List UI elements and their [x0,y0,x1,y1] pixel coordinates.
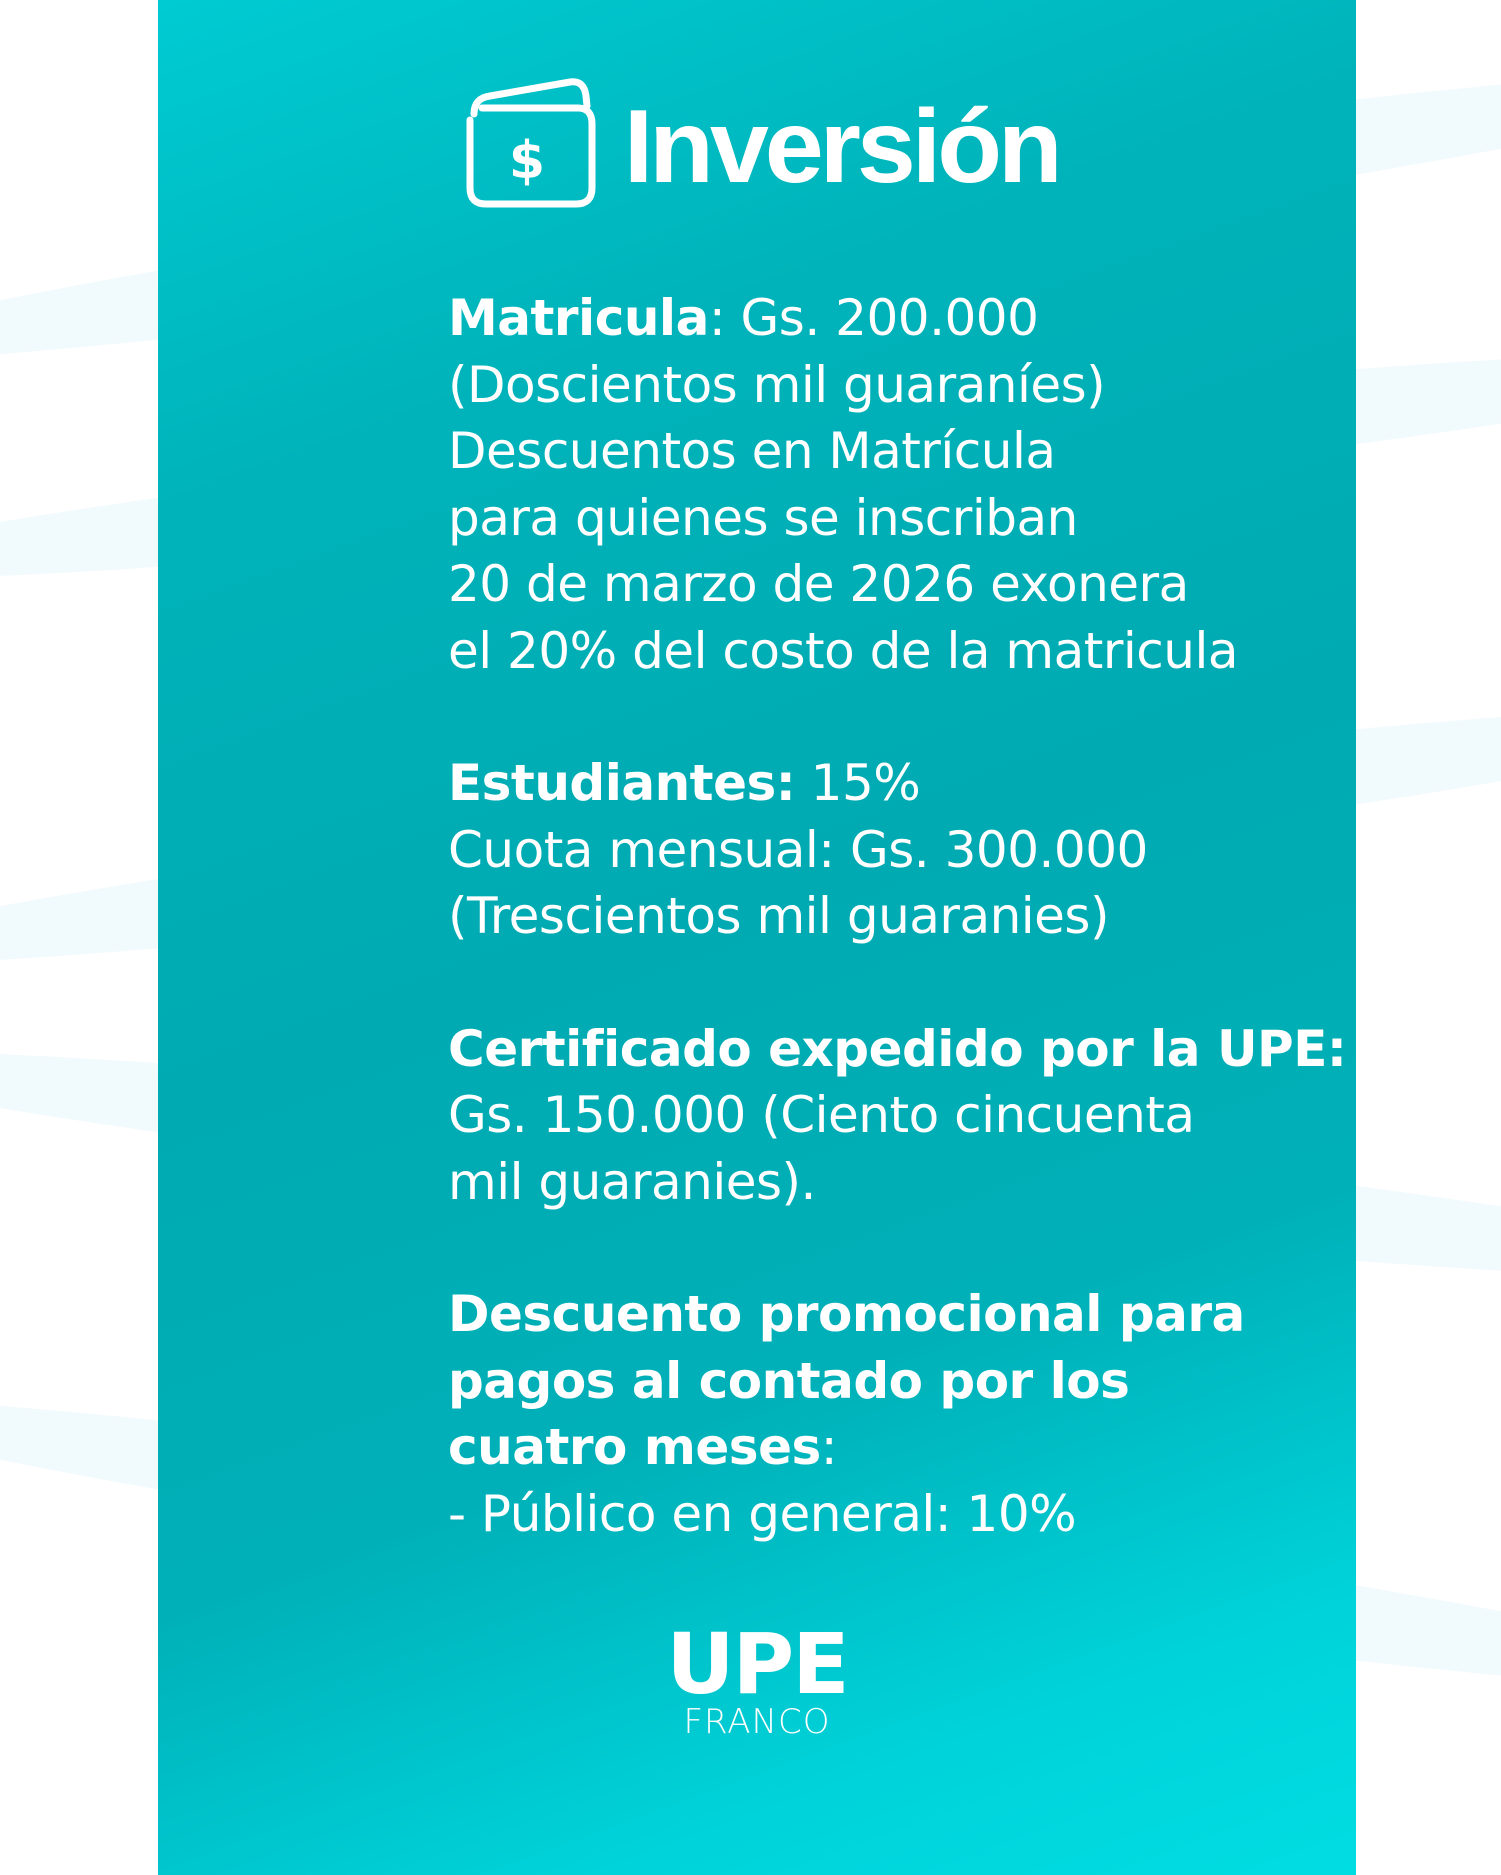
certificado-line: mil guaranies). [448,1152,816,1211]
descuento-label-suffix: : [820,1418,838,1476]
descuento-line: - Público en general: 10% [448,1484,1077,1543]
spacer [448,684,1448,750]
estudiantes-label: Estudiantes: [448,754,796,812]
info-panel [158,0,1356,1875]
certificado-line: Gs. 150.000 (Ciento cincuenta [448,1086,1195,1144]
descuento-label: cuatro meses [448,1418,821,1476]
matricula-line: Descuentos en Matrícula [448,422,1056,480]
estudiantes-value: 15% [795,754,921,812]
logo-secondary: FRANCO [683,1702,831,1742]
matricula-label: Matricula [448,289,709,347]
content [448,285,1448,1547]
descuento-label: Descuento promocional para [448,1285,1245,1343]
logo-primary: UPE [666,1615,848,1713]
svg-text:$: $ [508,131,545,191]
descuento-label: pagos al contado por los [448,1351,1130,1410]
spacer [448,1215,1448,1281]
spacer [448,950,1448,1016]
estudiantes-line: (Trescientos mil guaranies) [448,887,1109,945]
wallet-dollar-icon [460,78,600,208]
section-estudiantes [448,750,1448,950]
matricula-line: 20 de marzo de 2026 exonera [448,555,1189,613]
estudiantes-line: Cuota mensual: Gs. 300.000 [448,820,1148,879]
matricula-line: para quienes se inscriban [448,488,1078,547]
matricula-value: : Gs. 200.000 [708,289,1039,347]
certificado-label: Certificado expedido por la UPE: [448,1019,1347,1078]
section-descuento [448,1281,1448,1547]
section-matricula [448,285,1448,684]
matricula-line: (Doscientos mil guaraníes) [448,355,1106,414]
page-title: Inversión [623,89,1059,205]
upe-franco-logo [158,1615,1356,1742]
section-certificado [448,1016,1448,1216]
matricula-line: el 20% del costo de la matricula [448,621,1239,680]
header [158,78,1356,208]
